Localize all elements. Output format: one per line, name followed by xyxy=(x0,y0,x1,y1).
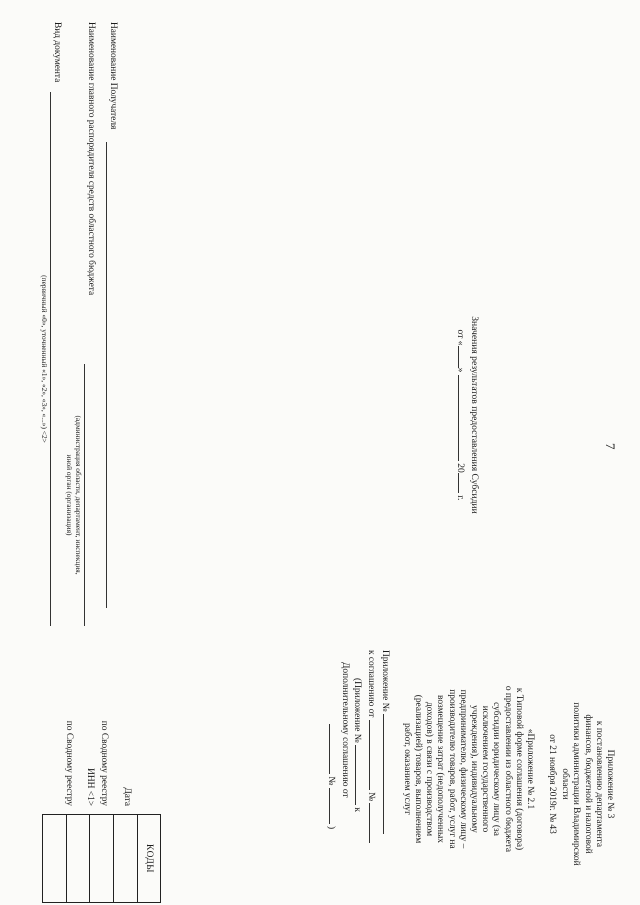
document-type-label: Вид документа xyxy=(52,22,62,83)
appendix-3-line: области xyxy=(560,768,571,800)
additional-agreement-no-sign: № xyxy=(326,776,337,786)
document-type-hint: (первичный «0», уточненный «1», «2», «3», «...») <2> xyxy=(40,275,49,443)
codes-cell-summary-registry[interactable] xyxy=(90,815,114,903)
recipient-name-line xyxy=(106,142,107,608)
appendix-2-1-line: работ, оказанием услуг xyxy=(401,723,412,815)
main-manager-hint-line: иной орган (организация) xyxy=(65,454,74,536)
codes-date-label: Дата xyxy=(122,787,132,806)
appendix-3-line: политики администрации Владимирской xyxy=(571,702,582,866)
main-manager-line xyxy=(84,364,85,626)
appendix-2-1-line: производителю товаров, работ, услуг на xyxy=(446,689,457,849)
codes-header: КОДЫ xyxy=(138,815,161,903)
appendix-2-1-header xyxy=(401,654,535,884)
document-type-line xyxy=(50,92,51,626)
appendix-paren-blank xyxy=(355,745,365,805)
appendix-2-1-line: «Приложение № 2.1 xyxy=(525,728,535,810)
agreement-reference-block xyxy=(325,650,393,890)
title-date-year: 20 xyxy=(455,463,466,473)
title-month-blank xyxy=(458,375,468,461)
agreement-no-sign: № xyxy=(365,792,376,802)
title-date-quote: » xyxy=(455,367,466,373)
appendix-2-1-line: возмещение затрат (недополученных xyxy=(435,695,446,843)
codes-summary-registry-label-2: по Сводному реестру xyxy=(64,720,74,806)
appendix-2-1-line: о предоставлении из областного бюджета xyxy=(502,685,513,853)
appendix-3-line: к постановлению департамента xyxy=(593,720,604,848)
codes-cell-summary-registry-2[interactable] xyxy=(43,815,67,903)
appendix-2-1-line: к Типовой форме соглашения (договора) xyxy=(513,687,524,851)
agreement-from-label: к соглашению от xyxy=(365,650,376,718)
additional-agreement-close: ) xyxy=(326,825,337,830)
codes-inn-label: ИНН <1> xyxy=(85,768,95,806)
appendix-2-1-line: исключением государственного xyxy=(480,705,491,833)
title-date-from: от « xyxy=(455,329,466,346)
document-title xyxy=(454,250,480,580)
recipient-name-label: Наименование Получателя xyxy=(108,22,118,130)
agreement-from-row xyxy=(365,650,379,890)
appendix-3-date: от 21 ноября 2019г. № 43 xyxy=(546,734,557,834)
appendix-3-line: Приложение № 3 xyxy=(605,749,615,819)
codes-summary-registry-label: по Сводному реестру xyxy=(99,720,109,806)
codes-cell-date[interactable] xyxy=(114,815,138,903)
appendix-paren-row xyxy=(350,650,364,890)
page-number: 7 xyxy=(603,443,618,450)
codes-cell-inn[interactable] xyxy=(66,815,90,903)
title-date-row xyxy=(454,250,468,580)
additional-agreement-number-row xyxy=(325,650,339,890)
agreement-number-blank xyxy=(369,803,379,843)
appendix-2-1-line: учреждения), индивидуальному xyxy=(468,705,479,833)
appendix-2-1-line: доходов) в связи с производством xyxy=(424,701,435,837)
appendix-3-header xyxy=(546,684,615,884)
appendix-number-label: Приложение № xyxy=(380,650,390,712)
appendix-2-1-line: предпринимателю, физическому лицу – xyxy=(457,689,468,849)
agreement-date-blank xyxy=(369,720,379,790)
additional-agreement-row xyxy=(339,650,350,890)
appendix-number-row xyxy=(379,650,393,890)
appendix-paren-k: к xyxy=(351,807,362,812)
main-manager-hint xyxy=(65,364,83,626)
codes-table xyxy=(42,814,161,903)
appendix-2-1-line: (реализацией) товаров, выполнением xyxy=(412,694,423,844)
title-day-blank xyxy=(458,346,468,368)
appendix-2-1-line: субсидии юридическому лицу (за xyxy=(491,702,502,836)
additional-agreement-label: Дополнительному соглашению от xyxy=(340,662,351,798)
appendix-number-blank xyxy=(383,714,393,834)
additional-agreement-number-blank xyxy=(329,788,339,824)
title-line: Значения результатов предоставления Субсидии xyxy=(469,316,480,514)
main-manager-label: Наименование главного распорядителя средств областного бюджета xyxy=(86,22,96,296)
appendix-3-line: финансов, бюджетной и налоговой xyxy=(582,714,593,854)
additional-agreement-date-blank xyxy=(329,724,339,774)
main-manager-hint-line: (администрация области, департамент, инспекция, xyxy=(74,415,83,575)
title-year-blank xyxy=(458,473,468,493)
title-date-g: г. xyxy=(455,495,466,501)
appendix-paren-label: (Приложение № xyxy=(351,678,362,743)
